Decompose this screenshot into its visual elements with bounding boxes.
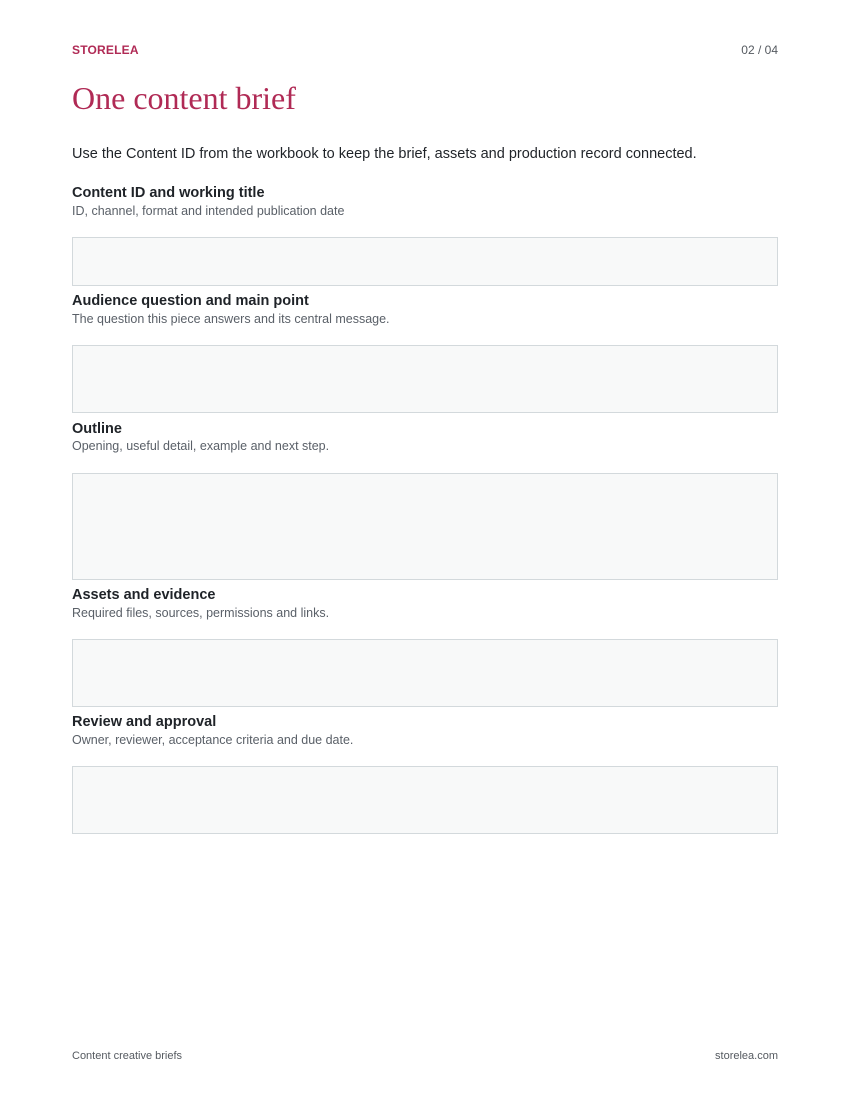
section-label-review: Review and approval <box>72 714 217 730</box>
section-label-outline: Outline <box>72 421 122 437</box>
section-hint-assets: Required files, sources, permissions and links. <box>72 606 330 620</box>
review-field[interactable] <box>72 766 778 834</box>
assets-field[interactable] <box>72 639 778 707</box>
audience-field[interactable] <box>72 345 778 413</box>
brief-page <box>72 0 778 1100</box>
section-hint-content-id: ID, channel, format and intended publication date <box>72 204 345 218</box>
page-header <box>72 43 778 59</box>
section-label-assets: Assets and evidence <box>72 587 216 603</box>
section-hint-outline: Opening, useful detail, example and next step. <box>72 439 330 453</box>
section-label-content-id: Content ID and working title <box>72 185 265 201</box>
footer-website: storelea.com <box>715 1050 778 1062</box>
content-id-field[interactable] <box>72 237 778 286</box>
section-hint-review: Owner, reviewer, acceptance criteria and due date. <box>72 733 354 747</box>
page-title: One content brief <box>72 80 296 116</box>
intro-text: Use the Content ID from the workbook to keep the brief, assets and production record connected. <box>72 146 697 162</box>
section-label-audience: Audience question and main point <box>72 293 309 309</box>
footer-document-name: Content creative briefs <box>72 1050 183 1062</box>
section-hint-audience: The question this piece answers and its central message. <box>72 312 390 326</box>
outline-field[interactable] <box>72 473 778 580</box>
page-number: 02 / 04 <box>741 43 778 57</box>
brand-name: STORELEA <box>72 43 139 57</box>
